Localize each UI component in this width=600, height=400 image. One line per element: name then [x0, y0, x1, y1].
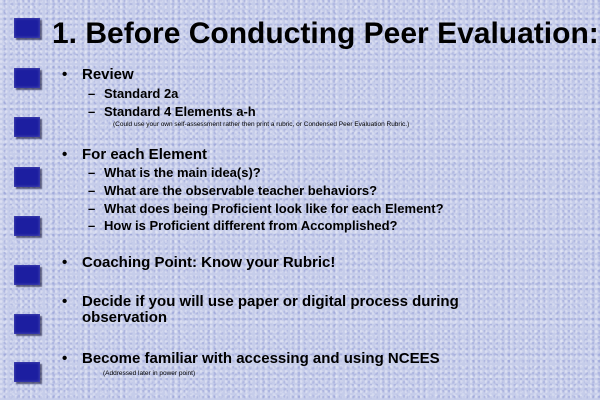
sub-item-observable-behaviors: What are the observable teacher behaviors?	[104, 183, 378, 198]
sub-dash: –	[88, 183, 96, 198]
bullet-ncees: Become familiar with accessing and using NCEES	[82, 350, 440, 367]
bullet-dot: •	[62, 254, 68, 271]
square-bullet-icon	[14, 265, 40, 285]
square-bullet-icon	[14, 68, 40, 88]
bullet-dot: •	[62, 293, 68, 310]
bullet-decide-process-line2: observation	[82, 309, 168, 326]
review-note: (Could use your own self-assessment rather then print a rubric, or Condensed Peer Evaluation Rubric.)	[113, 121, 410, 128]
bullet-coaching-point: Coaching Point: Know your Rubric!	[82, 254, 336, 271]
bullet-dot: •	[62, 350, 68, 367]
square-bullet-icon	[14, 18, 40, 38]
sub-dash: –	[88, 218, 96, 233]
sub-dash: –	[88, 201, 96, 216]
square-bullet-icon	[14, 216, 40, 236]
sub-item-main-idea: What is the main idea(s)?	[104, 165, 261, 180]
bullet-decide-process: Decide if you will use paper or digital process during	[82, 293, 459, 310]
sub-dash: –	[88, 165, 96, 180]
square-bullet-icon	[14, 314, 40, 334]
ncees-note: (Addressed later in power point)	[103, 370, 196, 377]
bullet-dot: •	[62, 146, 68, 163]
sub-item-proficient-look: What does being Proficient look like for each Element?	[104, 201, 444, 216]
square-bullet-icon	[14, 167, 40, 187]
sub-dash: –	[88, 86, 96, 101]
sub-item-standard-2a: Standard 2a	[104, 86, 179, 101]
sub-dash: –	[88, 104, 96, 119]
bullet-for-each-element: For each Element	[82, 146, 208, 163]
square-bullet-icon	[14, 362, 40, 382]
slide-title: 1. Before Conducting Peer Evaluation:	[52, 17, 599, 50]
square-bullet-icon	[14, 117, 40, 137]
bullet-review: Review	[82, 66, 134, 83]
sub-item-proficient-vs-accomplished: How is Proficient different from Accomplished?	[104, 218, 398, 233]
bullet-dot: •	[62, 66, 68, 83]
sub-item-standard-4: Standard 4 Elements a-h	[104, 104, 256, 119]
